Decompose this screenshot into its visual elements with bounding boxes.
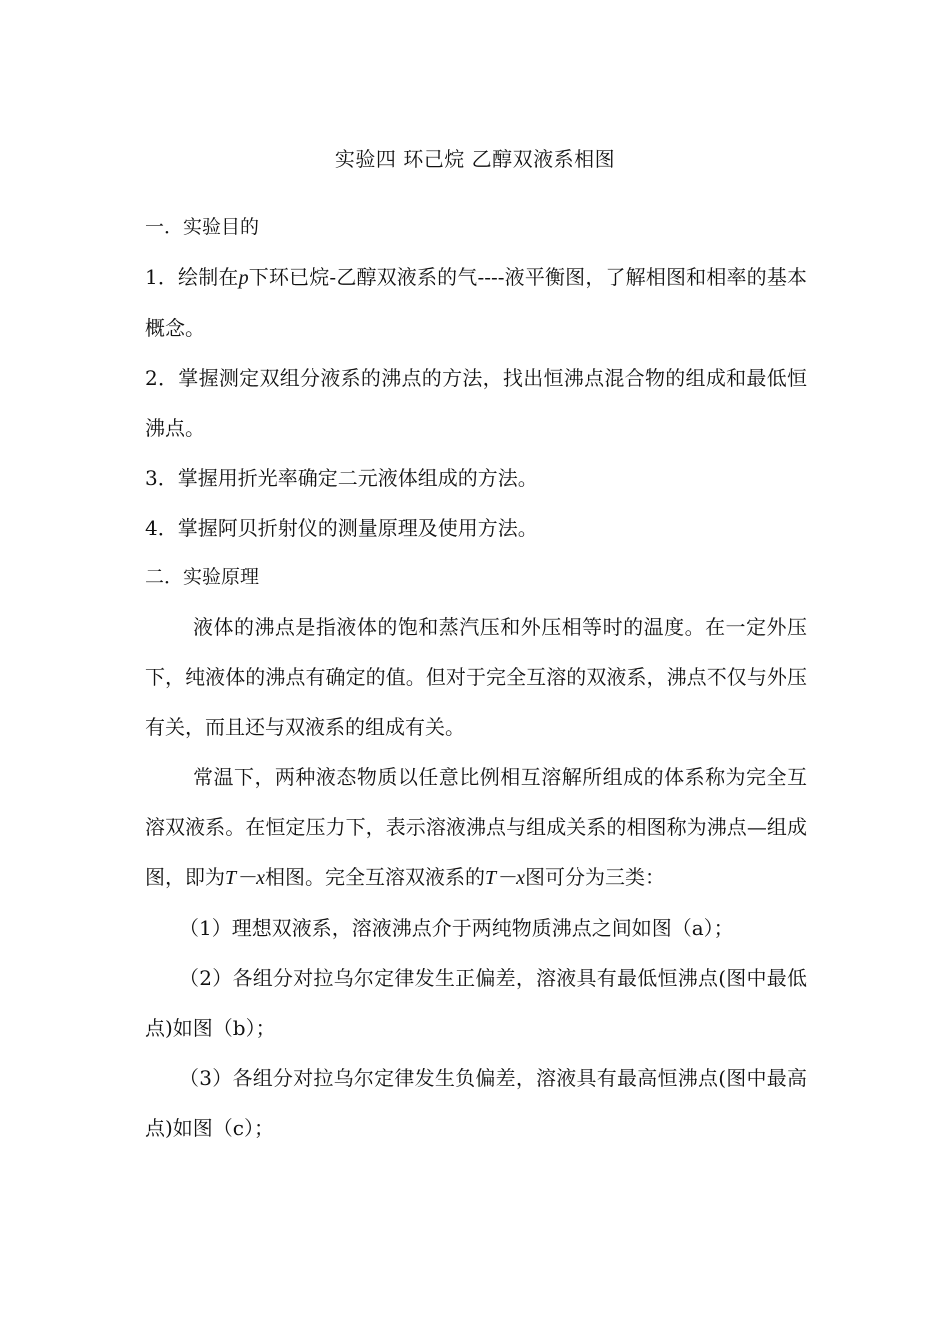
section-principle	[145, 552, 807, 1153]
paragraph-2-text-a: 常温下，两种液态物质以任意比例相互溶解所组成的体系称为完全互溶双液系。在恒定压力下，表示溶液沸点与组成关系的相图称为沸点—组成图，即为	[145, 765, 807, 889]
principle-paragraph-2	[145, 752, 807, 903]
case-item-3: （3）各组分对拉乌尔定律发生负偏差，溶液具有最高恒沸点(图中最高点)如图（c）；	[145, 1066, 807, 1140]
case-item-2: （2）各组分对拉乌尔定律发生正偏差，溶液具有最低恒沸点(图中最低点)如图（b）；	[145, 966, 807, 1040]
tx-symbol-1: T－x	[225, 867, 265, 889]
objective-item-1	[145, 252, 807, 353]
tx-symbol-2: T－x	[485, 867, 525, 889]
paragraph-2-text-c: 图可分为三类：	[525, 865, 665, 889]
objective-item-4: 4．掌握阿贝折射仪的测量原理及使用方法。	[145, 516, 538, 540]
paragraph-2-text-b: 相图。完全互溶双液系的	[265, 865, 485, 889]
section-heading-objectives: 一．实验目的	[145, 216, 260, 238]
case-item-1: （1）理想双液系，溶液沸点介于两纯物质沸点之间如图（a）；	[179, 916, 734, 940]
objective-item-2: 2．掌握测定双组分液系的沸点的方法，找出恒沸点混合物的组成和最低恒沸点。	[145, 366, 807, 440]
objective-1-prefix: 1．绘制在	[145, 265, 239, 289]
section-heading-principle: 二．实验原理	[145, 566, 260, 588]
principle-paragraph-1: 液体的沸点是指液体的饱和蒸汽压和外压相等时的温度。在一定外压下，纯液体的沸点有确定的值。但对于完全互溶的双液系，沸点不仅与外压有关，而且还与双液系的组成有关。	[145, 615, 807, 739]
section-objectives	[145, 202, 807, 553]
objective-item-3: 3．掌握用折光率确定二元液体组成的方法。	[145, 466, 538, 490]
pressure-symbol: p	[238, 267, 249, 289]
document-title: 实验四 环己烷 乙醇双液系相图	[334, 147, 616, 171]
objective-1-text: 下环已烷-乙醇双液系的气----液平衡图，了解相图和相率的基本概念。	[145, 265, 807, 340]
